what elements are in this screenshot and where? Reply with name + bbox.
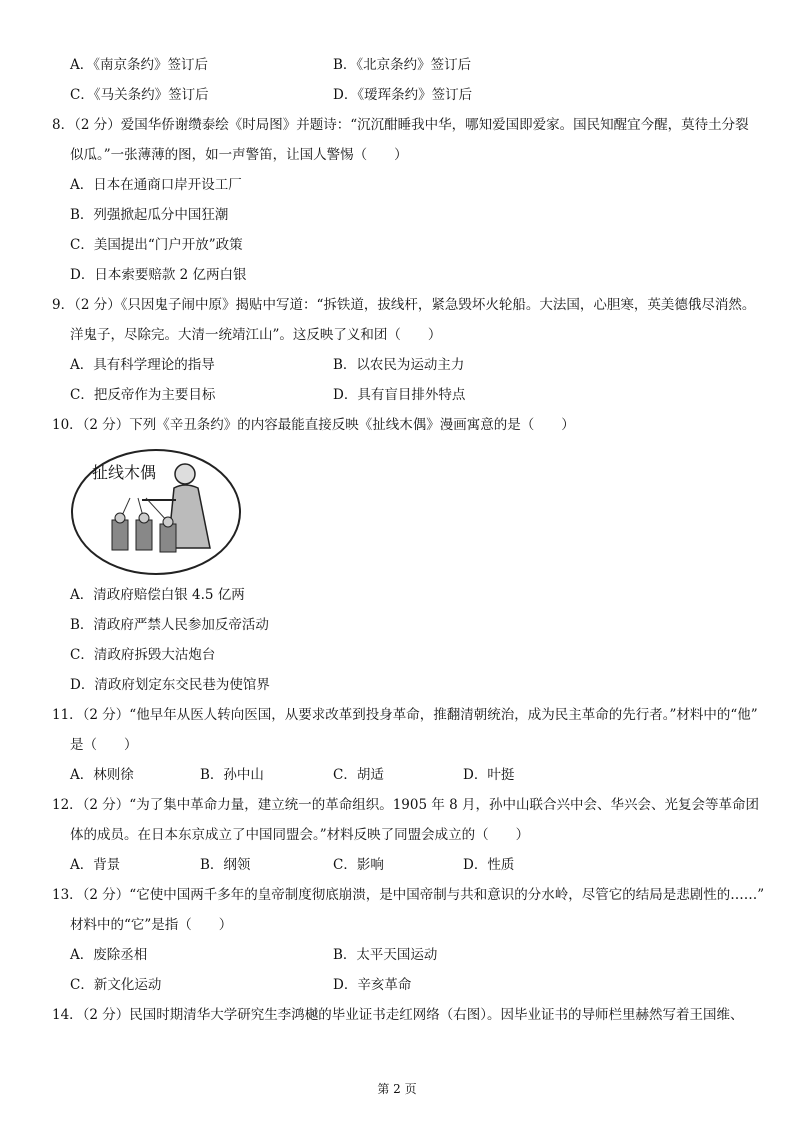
q7-option-b: B．《北京条约》签订后 [333, 57, 472, 73]
q13-option-c: C．新文化运动 [70, 977, 162, 993]
q9-option-c: C．把反帝作为主要目标 [70, 387, 216, 403]
q13-option-d: D．辛亥革命 [333, 977, 412, 993]
q12-option-b: B．纲领 [200, 857, 251, 873]
q7-option-a: A．《南京条约》签订后 [70, 57, 208, 73]
cartoon-caption: 扯线木偶 [92, 463, 157, 482]
q12-stem-line2: 体的成员。在日本东京成立了中国同盟会。”材料反映了同盟会成立的（ ） [70, 827, 530, 843]
q9-option-d: D．具有盲目排外特点 [333, 387, 466, 403]
q8-option-a: A．日本在通商口岸开设工厂 [70, 177, 242, 193]
q7-option-c: C．《马关条约》签订后 [70, 87, 209, 103]
q11-stem-line1: 11．（2 分）“他早年从医人转向医国，从要求改革到投身革命，推翻清朝统治，成为民主革命的先行者。”材料中的“他” [52, 707, 758, 723]
q9-option-b: B．以农民为运动主力 [333, 357, 465, 373]
q11-option-c: C．胡适 [333, 767, 384, 783]
q14-stem-line1: 14．（2 分）民国时期清华大学研究生李鸿樾的毕业证书走红网络（右图）。因毕业证书的导师栏里赫然写着王国维、 [52, 1007, 744, 1023]
q8-option-b: B．列强掀起瓜分中国狂潮 [70, 207, 229, 223]
q7-option-d: D．《瑷珲条约》签订后 [333, 87, 473, 103]
q8-option-c: C．美国提出“门户开放”政策 [70, 237, 243, 253]
q10-option-b: B．清政府严禁人民参加反帝活动 [70, 617, 269, 633]
q8-option-d: D．日本索要赔款 2 亿两白银 [70, 267, 247, 283]
q10-stem: 10．（2 分）下列《辛丑条约》的内容最能直接反映《扯线木偶》漫画寓意的是（ ） [52, 417, 575, 433]
puppet-cartoon-image [70, 448, 242, 576]
q11-option-a: A．林则徐 [70, 767, 134, 783]
q12-stem-line1: 12．（2 分）“为了集中革命力量，建立统一的革命组织。1905 年 8 月，孙中山联合兴中会、华兴会、光复会等革命团 [52, 797, 760, 813]
q9-option-a: A．具有科学理论的指导 [70, 357, 215, 373]
q9-stem-line1: 9．（2 分）《只因鬼子闹中原》揭贴中写道：“拆铁道，拔线杆，紧急毁坏火轮船。大法国，心胆寒，英美德俄尽消然。 [52, 297, 756, 313]
q9-stem-line2: 洋鬼子，尽除完。大清一统靖江山”。这反映了义和团（ ） [70, 327, 442, 343]
q11-option-b: B．孙中山 [200, 767, 264, 783]
q13-stem-line2: 材料中的“它”是指（ ） [70, 917, 233, 933]
page-number: 第 2 页 [377, 1082, 417, 1096]
q8-stem-line2: 似瓜。”一张薄薄的图，如一声警笛，让国人警惕（ ） [70, 147, 408, 163]
q10-option-c: C．清政府拆毁大沽炮台 [70, 647, 216, 663]
q12-option-d: D．性质 [463, 857, 515, 873]
q11-stem-line2: 是（ ） [70, 737, 138, 753]
q10-option-a: A．清政府赔偿白银 4.5 亿两 [70, 587, 245, 603]
q13-stem-line1: 13．（2 分）“它使中国两千多年的皇帝制度彻底崩溃，是中国帝制与共和意识的分水岭，尽管它的结局是悲剧性的……” [52, 887, 765, 903]
q8-stem-line1: 8．（2 分）爱国华侨谢缵泰绘《时局图》并题诗：“沉沉酣睡我中华，哪知爱国即爱家。国民知醒宜今醒，莫待土分裂 [52, 117, 749, 133]
q13-option-b: B．太平天国运动 [333, 947, 438, 963]
q12-option-a: A．背景 [70, 857, 121, 873]
q12-option-c: C．影响 [333, 857, 384, 873]
q10-option-d: D．清政府划定东交民巷为使馆界 [70, 677, 270, 693]
q13-option-a: A．废除丞相 [70, 947, 148, 963]
q11-option-d: D．叶挺 [463, 767, 515, 783]
